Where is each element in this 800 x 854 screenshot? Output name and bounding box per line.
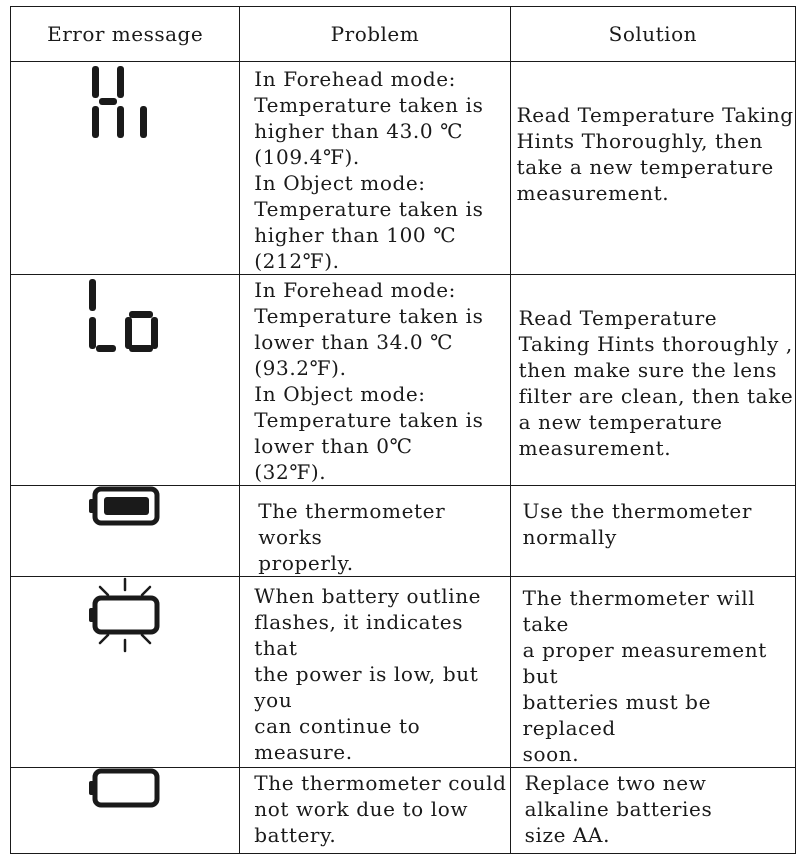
solution-cell: [510, 275, 795, 486]
problem-text: When battery outline flashes, it indicates that the power is low, but you can continue to measure.: [254, 584, 482, 764]
table-row: [11, 275, 796, 486]
problem-cell: [240, 275, 510, 486]
solution-cell: [510, 577, 795, 768]
solution-text: Read Temperature Taking Hints thoroughly , then make sure the lens filter are clean, then take a new temperature measurement.: [518, 306, 794, 460]
problem-text: The thermometer could not work due to low battery.: [254, 771, 507, 847]
table-row: [11, 62, 796, 275]
error-icon-cell: [11, 486, 240, 577]
error-icon-cell: [11, 62, 240, 275]
table-row: [11, 768, 796, 854]
hi-segment-display-icon: [90, 62, 160, 142]
error-icon-cell: [11, 577, 240, 768]
problem-cell: [240, 486, 510, 577]
problem-text: In Forehead mode: Temperature taken is lower than 34.0 ℃ (93.2℉). In Object mode: Temperature taken is lower than 0℃ (32℉).: [254, 278, 484, 484]
error-message-table: [10, 6, 796, 854]
solution-text: Read Temperature Taking Hints Thoroughly, then take a new temperature measurement.: [516, 103, 794, 205]
table-row: [11, 577, 796, 768]
header-problem: Problem: [240, 7, 510, 62]
header-solution: Solution: [510, 7, 795, 62]
problem-cell: [240, 577, 510, 768]
problem-cell: [240, 768, 510, 854]
solution-cell: [510, 486, 795, 577]
solution-text: The thermometer will take a proper measurement but batteries must be replaced soon.: [522, 586, 767, 766]
problem-text: The thermometer works properly.: [258, 499, 446, 575]
lo-segment-display-icon: [85, 275, 165, 355]
error-icon-cell: [11, 275, 240, 486]
solution-cell: [510, 62, 795, 275]
battery-full-icon: [87, 486, 163, 526]
battery-empty-icon: [87, 768, 163, 808]
solution-text: Replace two new alkaline batteries size AA.: [524, 771, 713, 847]
error-icon-cell: [11, 768, 240, 854]
solution-text: Use the thermometer normally: [522, 499, 753, 549]
table-row: [11, 486, 796, 577]
table-header-row: [11, 7, 796, 62]
battery-low-flashing-icon: [80, 577, 170, 653]
header-error-message: Error message: [11, 7, 240, 62]
solution-cell: [510, 768, 795, 854]
problem-text: In Forehead mode: Temperature taken is higher than 43.0 ℃ (109.4℉). In Object mode: Temperature taken is higher than 100 ℃ (212℉).: [254, 67, 484, 273]
problem-cell: [240, 62, 510, 275]
